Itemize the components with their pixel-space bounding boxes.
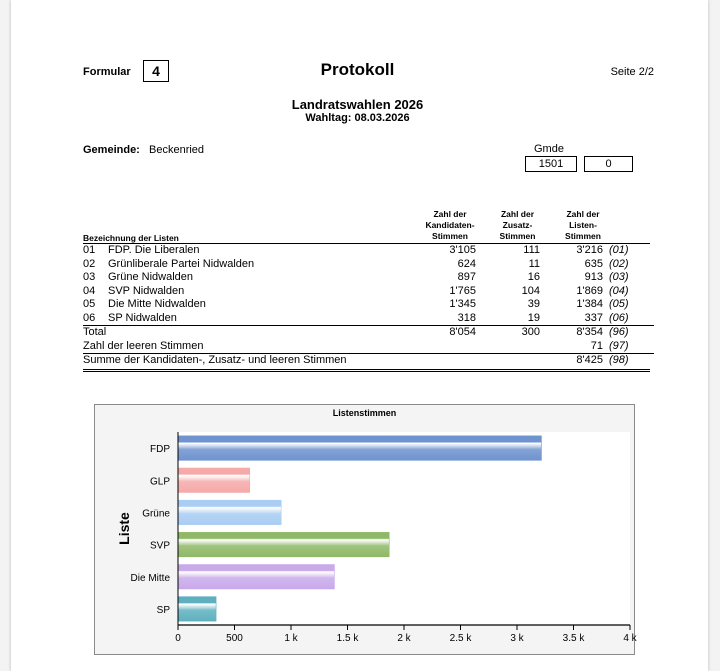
bar-fdp: [178, 436, 541, 460]
y-tick-label: GLP: [149, 476, 170, 488]
summe-row: Summe der Kandidaten-, Zusatz- und leeren Stimmen 8'425 (98): [83, 354, 654, 368]
gemeinde-label: Gemeinde:: [83, 144, 140, 156]
gmde-number-box: 1501: [525, 156, 577, 172]
y-tick-label: FDP: [150, 444, 170, 456]
total-label: Total: [83, 326, 107, 338]
table-bottom-line-2: [83, 371, 650, 372]
page-title: Protokoll: [320, 60, 395, 79]
x-tick-label: 3.5 k: [562, 633, 585, 644]
gemeinde-name: Beckenried: [149, 144, 205, 156]
x-tick-label: 3 k: [510, 633, 524, 644]
table-row: 04 SVP Nidwalden 1'765 104 1'869 (04): [83, 284, 629, 297]
bar-grüne: [178, 500, 281, 524]
y-tick-label: Grüne: [142, 508, 170, 520]
x-tick-label: 500: [226, 633, 243, 644]
chart-title: Listenstimmen: [332, 408, 397, 418]
x-tick-label: 0: [175, 633, 181, 644]
gmde-second-box: 0: [584, 156, 633, 172]
x-tick-label: 4 k: [623, 633, 637, 644]
bar-die-mitte: [178, 565, 334, 589]
election-title: Landratswahlen 2026: [291, 97, 424, 112]
results-table: [83, 244, 654, 368]
table-row: 05 Die Mitte Nidwalden 1'345 39 1'384 (05): [83, 298, 629, 310]
bar-chart: [94, 404, 635, 655]
gmde-label: Gmde: [534, 143, 564, 155]
leer-label: Zahl der leeren Stimmen: [83, 339, 204, 352]
summe-label: Summe der Kandidaten-, Zusatz- und leeren Stimmen: [83, 354, 347, 366]
x-tick-label: 1 k: [284, 633, 298, 644]
page-number: Seite 2/2: [610, 66, 654, 78]
bar-svp: [178, 532, 389, 556]
table-row: 01 FDP. Die Liberalen 3'105 111 3'216 (01): [83, 244, 629, 256]
table-bottom-line-1: [83, 369, 650, 370]
formular-number-box: 4: [143, 60, 169, 82]
x-tick-label: 2 k: [397, 633, 411, 644]
col-header-kandidaten: Zahl der Kandidaten- Stimmen: [425, 209, 475, 241]
table-row: 06 SP Nidwalden 318 19 337 (06): [83, 311, 629, 324]
election-date: Wahltag: 08.03.2026: [305, 112, 410, 124]
col-header-bezeichnung: Bezeichnung der Listen: [83, 233, 179, 243]
plot-area: [178, 432, 630, 625]
table-row: 03 Grüne Nidwalden 897 16 913 (03): [83, 271, 629, 283]
y-axis-title: Liste: [116, 512, 132, 545]
col-header-listen: Zahl der Listen- Stimmen: [565, 209, 601, 241]
y-tick-label: SP: [156, 604, 170, 616]
total-row: Total 8'054 300 8'354 (96): [83, 326, 654, 340]
formular-label: Formular: [83, 66, 131, 78]
bar-sp: [178, 597, 216, 621]
y-tick-label: Die Mitte: [130, 572, 170, 584]
leer-row: Zahl der leeren Stimmen 71 (97): [83, 339, 629, 352]
y-tick-label: SVP: [149, 540, 170, 552]
col-header-zusatz: Zahl der Zusatz- Stimmen: [499, 209, 536, 241]
table-row: 02 Grünliberale Partei Nidwalden 624 11 635 (02): [83, 257, 629, 270]
x-tick-label: 2.5 k: [449, 633, 472, 644]
x-tick-label: 1.5 k: [336, 633, 359, 644]
bar-glp: [178, 468, 250, 492]
